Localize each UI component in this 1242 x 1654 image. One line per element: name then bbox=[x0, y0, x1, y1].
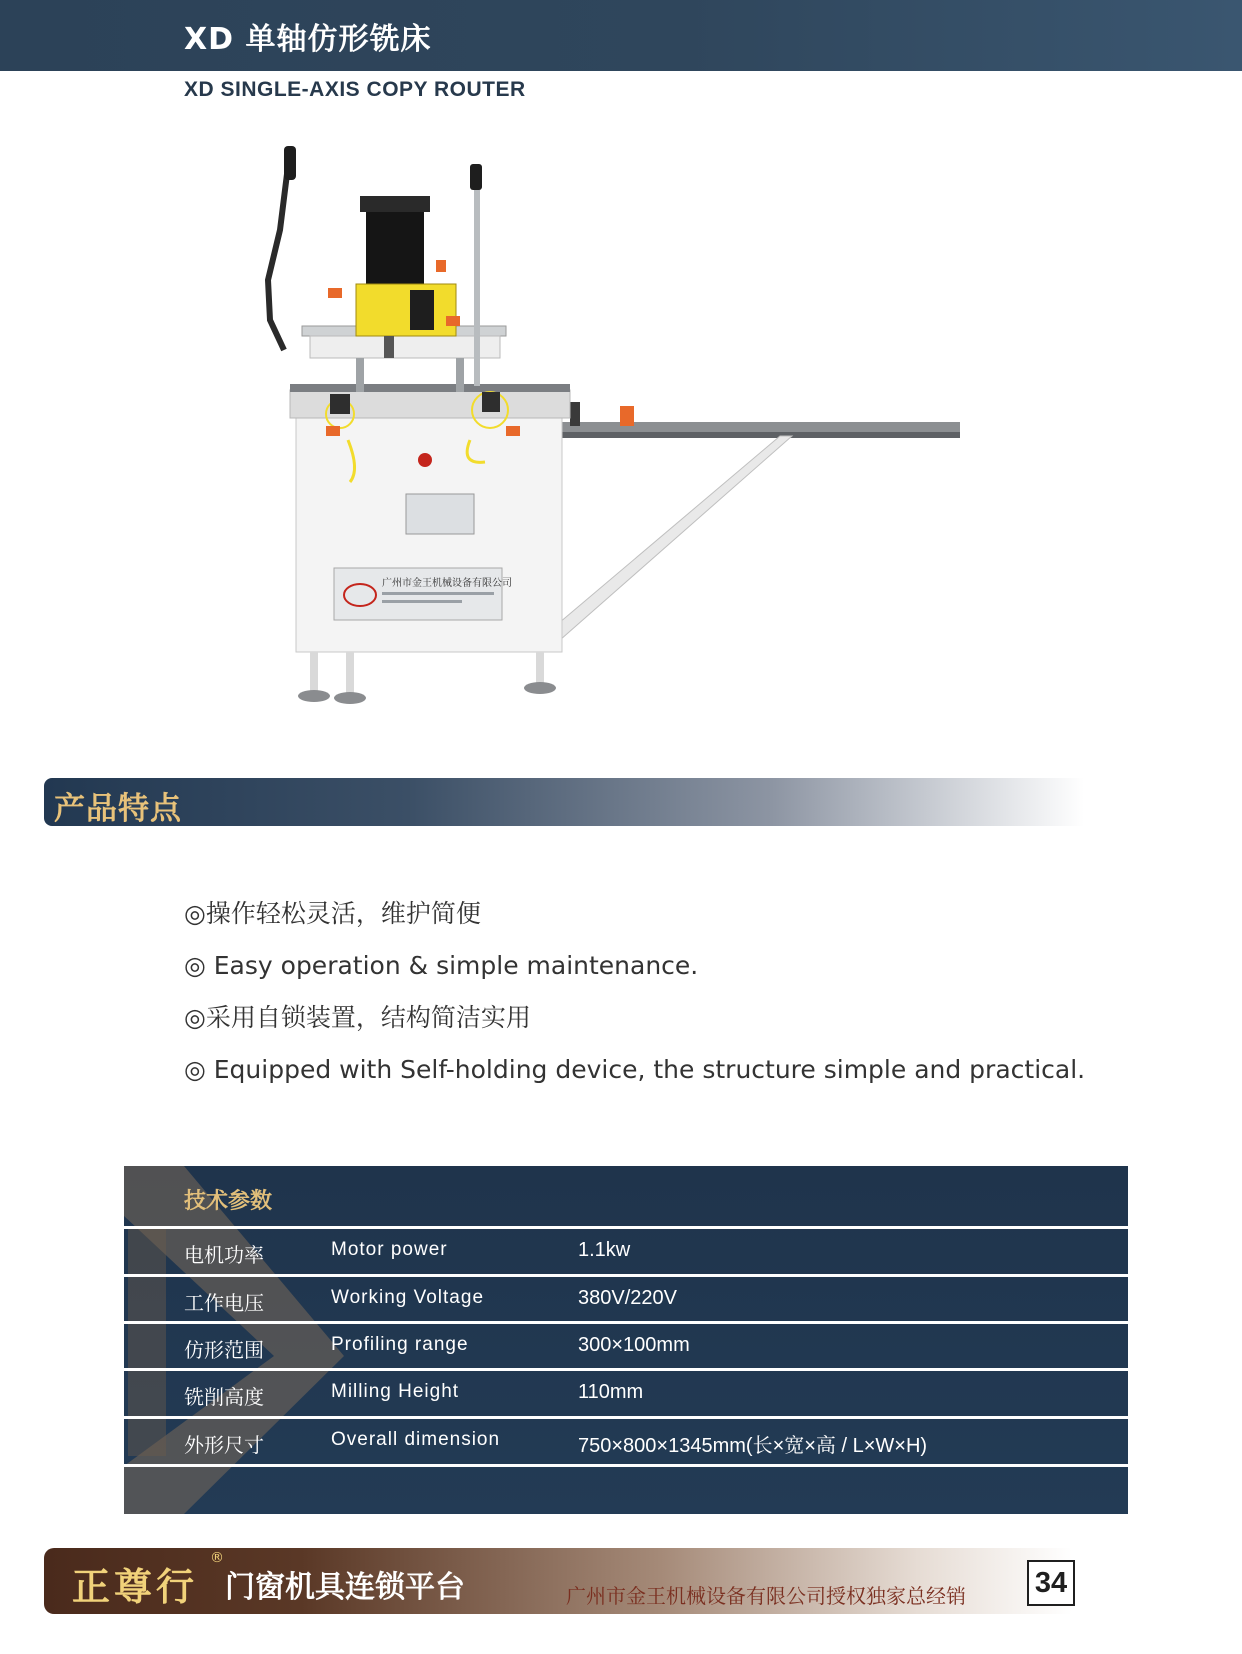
page-number: 34 bbox=[1027, 1560, 1075, 1606]
spec-table bbox=[124, 1166, 1128, 1514]
footer-slogan: 门窗机具连锁平台 bbox=[225, 1570, 465, 1605]
table-row bbox=[124, 1277, 1128, 1322]
operating-lever bbox=[268, 150, 290, 350]
spec-name-cn: 工作电压 bbox=[184, 1291, 264, 1315]
feature-item: ◎采用自锁装置，结构简洁实用 bbox=[184, 1003, 531, 1032]
motor bbox=[366, 204, 424, 284]
plate-text: 广州市金王机械设备有限公司 bbox=[382, 578, 512, 589]
spec-value: 110mm bbox=[578, 1381, 644, 1403]
registered-mark: ® bbox=[210, 1550, 224, 1566]
features-section-header bbox=[44, 778, 1084, 826]
features-list bbox=[184, 896, 1085, 1104]
feature-item: ◎ Easy operation & simple maintenance. bbox=[184, 951, 699, 980]
table-divider bbox=[124, 1464, 1128, 1467]
table-row bbox=[124, 1419, 1128, 1464]
footer-dealer: 广州市金王机械设备有限公司授权独家总经销 bbox=[566, 1584, 966, 1608]
page-title: XD 单轴仿形铣床 bbox=[184, 22, 432, 57]
spec-name-cn: 电机功率 bbox=[184, 1243, 264, 1267]
product-photo bbox=[260, 140, 960, 740]
page-subtitle: XD SINGLE-AXIS COPY ROUTER bbox=[184, 78, 526, 101]
stop-button-icon bbox=[418, 453, 432, 467]
extension-rail bbox=[540, 422, 960, 432]
spec-value: 1.1kw bbox=[578, 1239, 631, 1261]
router-head bbox=[356, 284, 456, 336]
depth-stop-rod bbox=[474, 166, 480, 386]
spec-name-cn: 外形尺寸 bbox=[184, 1433, 264, 1457]
footer-banner bbox=[44, 1548, 1072, 1614]
spec-value: 300×100mm bbox=[578, 1334, 690, 1356]
features-section-title: 产品特点 bbox=[54, 791, 182, 827]
spec-value: 750×800×1345mm(长×宽×高 / L×W×H) bbox=[578, 1435, 928, 1457]
table-row bbox=[124, 1229, 1128, 1274]
spec-title: 技术参数 bbox=[184, 1189, 273, 1214]
spec-name-en: Overall dimension bbox=[331, 1429, 501, 1450]
spec-name-en: Profiling range bbox=[331, 1334, 469, 1355]
support-strut bbox=[546, 436, 792, 640]
table-row bbox=[124, 1324, 1128, 1369]
spec-name-en: Motor power bbox=[331, 1239, 448, 1260]
table-row bbox=[124, 1371, 1128, 1416]
brand-logo: 正尊行 bbox=[72, 1564, 199, 1609]
feature-item: ◎ Equipped with Self-holding device, the structure simple and practical. bbox=[184, 1055, 1086, 1084]
title-bar bbox=[0, 0, 1242, 71]
feature-item: ◎操作轻松灵活，维护简便 bbox=[184, 899, 481, 928]
spec-name-en: Milling Height bbox=[331, 1381, 460, 1402]
spec-name-en: Working Voltage bbox=[331, 1287, 485, 1308]
spec-value: 380V/220V bbox=[578, 1287, 677, 1309]
spec-name-cn: 铣削高度 bbox=[184, 1385, 264, 1409]
spec-name-cn: 仿形范围 bbox=[184, 1338, 264, 1362]
